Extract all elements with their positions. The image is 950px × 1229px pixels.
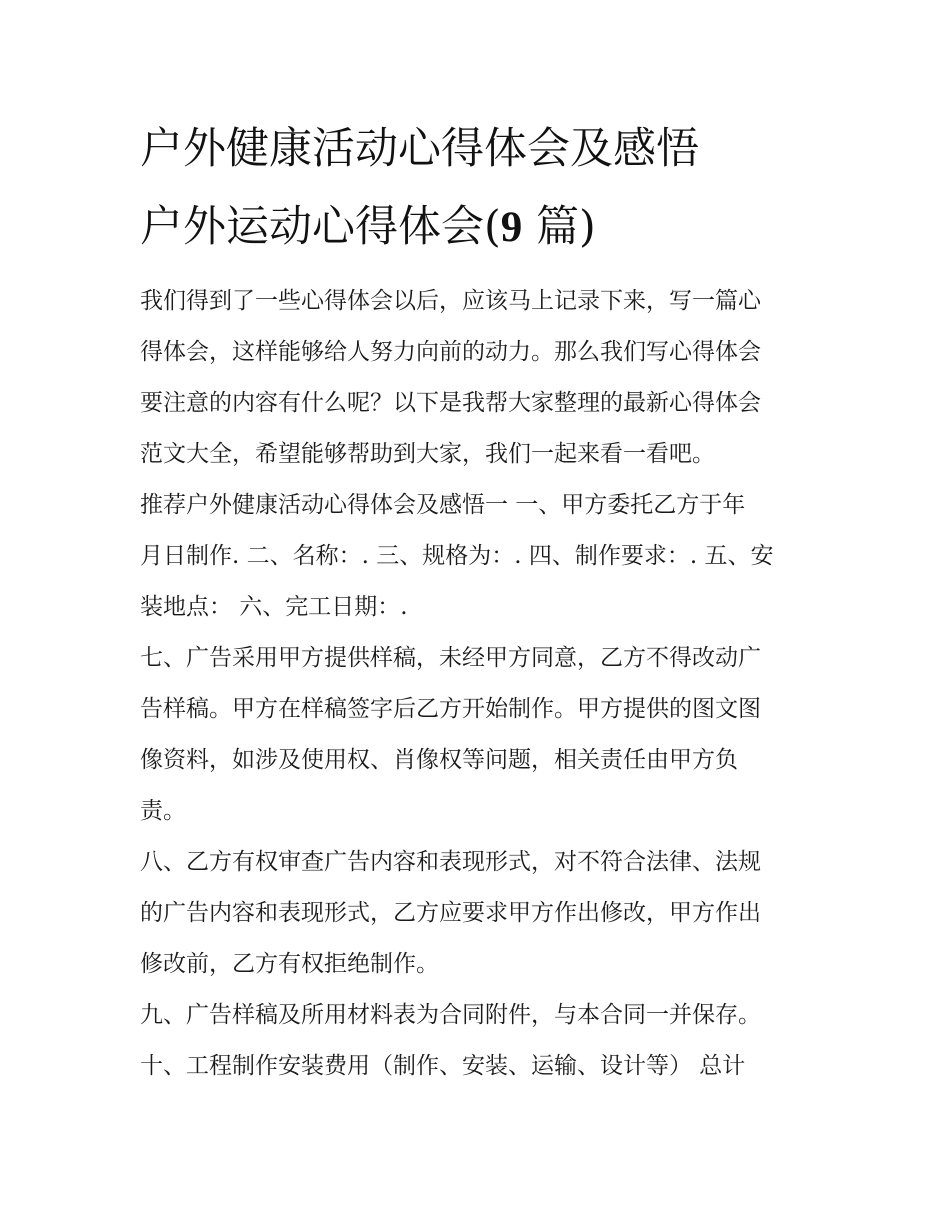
text-line: 修改前，乙方有权拒绝制作。 (140, 951, 439, 977)
text-line: 七、广告采用甲方提供样稿，未经甲方同意，乙方不得改动广 (140, 645, 761, 671)
title-line-2-suffix: 篇) (522, 202, 596, 252)
paragraph-intro (140, 276, 820, 480)
text-line: 得体会，这样能够给人努力向前的动力。那么我们写心得体会 (140, 339, 761, 365)
text-line: 十、工程制作安装费用（制作、安装、运输、设计等） 总计 (140, 1053, 746, 1079)
paragraph-clause-8 (140, 837, 820, 990)
text-line: 月日制作. 二、名称：. 三、规格为：. 四、制作要求：. 五、安 (140, 543, 774, 569)
text-line: 告样稿。甲方在样稿签字后乙方开始制作。甲方提供的图文图 (140, 696, 761, 722)
text-line: 我们得到了一些心得体会以后，应该马上记录下来，写一篇心 (140, 288, 761, 314)
text-line: 九、广告样稿及所用材料表为合同附件，与本合同一并保存。 (140, 1002, 761, 1028)
paragraph-clause-7 (140, 633, 820, 837)
document-body (140, 276, 820, 1092)
text-line: 责。 (140, 798, 186, 824)
paragraph-clause-9 (140, 990, 820, 1041)
text-line: 范文大全，希望能够帮助到大家，我们一起来看一看吧。 (140, 441, 715, 467)
paragraph-clause-10 (140, 1041, 820, 1092)
text-line: 要注意的内容有什么呢？以下是我帮大家整理的最新心得体会 (140, 390, 761, 416)
title-article-count: 9 (500, 204, 523, 251)
text-line: 装地点： 六、完工日期：. (140, 594, 408, 620)
title-line-2-prefix: 户外运动心得体会( (140, 202, 501, 252)
paragraph-contract-terms (140, 480, 820, 633)
text-line: 像资料，如涉及使用权、肖像权等问题，相关责任由甲方负 (140, 747, 738, 773)
text-line: 八、乙方有权审查广告内容和表现形式，对不符合法律、法规 (140, 849, 761, 875)
document-title-line-1: 户外健康活动心得体会及感悟 (140, 124, 699, 174)
document-title-line-2 (140, 188, 840, 267)
text-line: 的广告内容和表现形式，乙方应要求甲方作出修改，甲方作出 (140, 900, 761, 926)
text-line: 推荐户外健康活动心得体会及感悟一 一、甲方委托乙方于年 (140, 492, 746, 518)
